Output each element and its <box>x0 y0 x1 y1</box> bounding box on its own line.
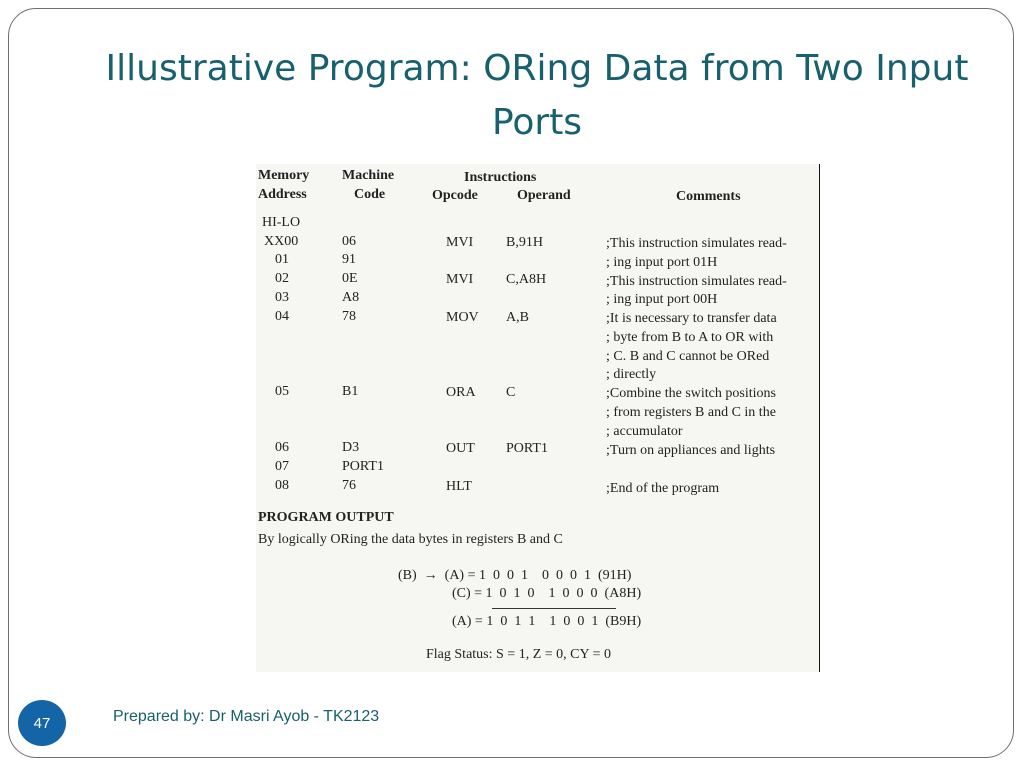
row-opcode: MVI <box>446 235 474 250</box>
row-code: A8 <box>342 290 360 305</box>
page-number-badge <box>18 700 66 746</box>
sum-rule-line <box>492 608 616 609</box>
hilo-label: HI-LO <box>262 215 301 230</box>
row-code: 0E <box>342 271 358 286</box>
row-comment: ;Turn on appliances and lights <box>606 443 776 458</box>
scanned-program-listing <box>256 164 820 672</box>
row-comment: ; ing input port 01H <box>606 255 718 270</box>
row-operand: C <box>506 385 516 400</box>
row-comment: ; C. B and C cannot be ORed <box>606 349 770 364</box>
scan-edge-line <box>819 164 820 672</box>
row-opcode: OUT <box>446 441 475 456</box>
footer-credit: Prepared by: Dr Masri Ayob - TK2123 <box>113 708 380 725</box>
row-address: XX00 <box>264 234 299 249</box>
row-opcode: MVI <box>446 272 474 287</box>
row-code: 78 <box>342 309 356 324</box>
row-address: 03 <box>275 290 289 305</box>
row-address: 06 <box>275 440 289 455</box>
program-output-heading: PROGRAM OUTPUT <box>258 510 394 525</box>
row-code: 76 <box>342 478 356 493</box>
page-number: 47 <box>33 714 51 732</box>
row-code: 91 <box>342 252 356 267</box>
header-memory: Memory <box>258 168 310 183</box>
program-output-description: By logically ORing the data bytes in registers B and C <box>258 532 563 547</box>
row-comment: ;This instruction simulates read- <box>606 236 787 251</box>
row-code: B1 <box>342 384 359 399</box>
row-operand: A,B <box>506 310 529 325</box>
row-address: 07 <box>275 459 289 474</box>
row-comment: ; ing input port 00H <box>606 292 718 307</box>
row-address: 04 <box>275 309 289 324</box>
header-machine: Machine <box>342 168 395 183</box>
output-line-b: (B) → (A) = 1 0 0 1 0 0 0 1 (91H) <box>398 568 632 583</box>
row-comment: ;End of the program <box>606 481 720 496</box>
row-comment: ;Combine the switch positions <box>606 386 776 401</box>
header-address: Address <box>258 187 307 202</box>
output-line-c: (C) = 1 0 1 0 1 0 0 0 (A8H) <box>452 586 642 601</box>
row-address: 08 <box>275 478 289 493</box>
row-code: 06 <box>342 234 356 249</box>
output-line-a: (A) = 1 0 1 1 1 0 0 1 (B9H) <box>452 614 642 629</box>
row-address: 01 <box>275 252 289 267</box>
row-operand: B,91H <box>506 235 543 250</box>
row-code: D3 <box>342 440 360 455</box>
header-code: Code <box>354 187 386 202</box>
header-operand: Operand <box>517 188 571 203</box>
row-operand: C,A8H <box>506 272 547 287</box>
row-comment: ;It is necessary to transfer data <box>606 311 777 326</box>
row-opcode: HLT <box>446 479 472 494</box>
flag-status: Flag Status: S = 1, Z = 0, CY = 0 <box>426 647 611 662</box>
row-code: PORT1 <box>342 459 384 474</box>
header-instructions: Instructions <box>464 170 537 185</box>
header-comments: Comments <box>676 189 741 204</box>
row-comment: ; accumulator <box>606 424 683 439</box>
header-opcode: Opcode <box>432 188 478 203</box>
row-opcode: MOV <box>446 310 479 325</box>
row-comment: ; from registers B and C in the <box>606 405 776 420</box>
row-address: 02 <box>275 271 289 286</box>
row-operand: PORT1 <box>506 441 548 456</box>
row-comment: ;This instruction simulates read- <box>606 274 787 289</box>
row-address: 05 <box>275 384 289 399</box>
slide-title: Illustrative Program: ORing Data from Two Input Ports <box>105 48 969 143</box>
row-opcode: ORA <box>446 385 476 400</box>
row-comment: ; byte from B to A to OR with <box>606 330 774 345</box>
row-comment: ; directly <box>606 367 657 382</box>
